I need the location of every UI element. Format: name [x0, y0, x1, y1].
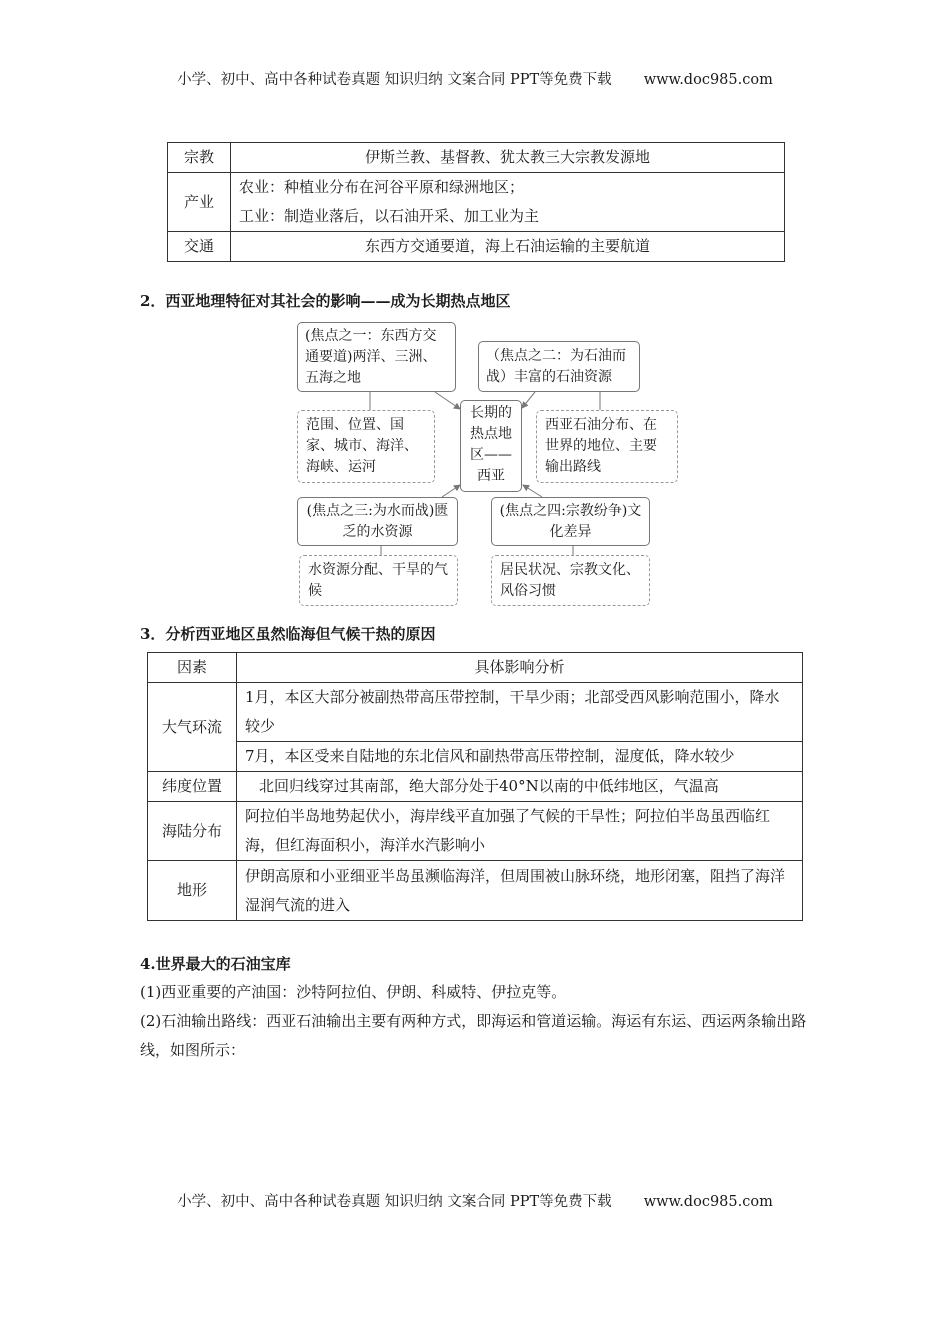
paragraph-oil-routes: (2)石油输出路线：西亚石油输出主要有两种方式，即海运和管道运输。海运有东运、西运两条输出路线，如图所示： [140, 1012, 807, 1059]
detail-1-box: 范围、位置、国家、城市、海洋、海峡、运河 [297, 410, 435, 483]
focus-4-box: (焦点之四:宗教纷争)文化差异 [491, 497, 650, 546]
footer-site: www.doc985.com [643, 1194, 773, 1210]
analysis-cell: 1月，本区大部分被副热带高压带控制，干旱少雨；北部受西风影响范围小，降水较少 [237, 683, 803, 742]
analysis-cell: 阿拉伯半岛地势起伏小，海岸线平直加强了气候的干旱性；阿拉伯半岛虽西临红海，但红海面积小，海洋水汽影响小 [237, 802, 803, 861]
cell-label: 交通 [168, 232, 231, 262]
factor-cell: 地形 [148, 861, 237, 921]
detail-2-box: 西亚石油分布、在世界的地位、主要输出路线 [536, 410, 678, 483]
section-4-title: 4.世界最大的石油宝库 [140, 955, 291, 973]
cell-line: 农业：种植业分布在河谷平原和绿洲地区； [239, 178, 525, 196]
cell-line: 工业：制造业落后，以石油开采、加工业为主 [239, 207, 540, 225]
analysis-cell: 7月，本区受来自陆地的东北信风和副热带高压带控制，湿度低，降水较少 [237, 742, 803, 772]
section-3-title: 3．分析西亚地区虽然临海但气候干热的原因 [140, 625, 436, 643]
cell-label: 产业 [168, 173, 231, 232]
detail-4-box: 居民状况、宗教文化、风俗习惯 [491, 555, 650, 606]
header-text: 小学、初中、高中各种试卷真题 知识归纳 文案合同 PPT等免费下载 [177, 72, 612, 88]
paragraph-oil-countries: (1)西亚重要的产油国：沙特阿拉伯、伊朗、科威特、伊拉克等。 [140, 983, 567, 1001]
section-2-title: 2．西亚地理特征对其社会的影响——成为长期热点地区 [140, 292, 511, 310]
factor-cell: 海陆分布 [148, 802, 237, 861]
analysis-cell: 伊朗高原和小亚细亚半岛虽濒临海洋，但周围被山脉环绕，地形闭塞，阻挡了海洋湿润气流的进入 [237, 861, 803, 921]
cell-value: 东西方交通要道，海上石油运输的主要航道 [231, 232, 785, 262]
header-analysis: 具体影响分析 [237, 653, 803, 683]
focus-3-box: (焦点之三:为水而战)匮乏的水资源 [297, 497, 458, 546]
factor-cell: 大气环流 [148, 683, 237, 772]
center-box: 长期的热点地区——西亚 [460, 400, 522, 492]
analysis-cell: 北回归线穿过其南部，绝大部分处于40°N以南的中低纬地区，气温高 [237, 772, 803, 802]
focus-2-box: （焦点之二：为石油而战）丰富的石油资源 [478, 341, 640, 392]
table-climate-factors [147, 652, 803, 921]
cell-label: 宗教 [168, 143, 231, 173]
detail-3-box: 水资源分配、干旱的气候 [299, 555, 458, 606]
cell-value: 伊斯兰教、基督教、犹太教三大宗教发源地 [231, 143, 785, 173]
focus-1-box: (焦点之一：东西方交通要道)两洋、三洲、五海之地 [297, 322, 456, 392]
header-site: www.doc985.com [643, 72, 773, 88]
page-footer [0, 1190, 950, 1211]
factor-cell: 纬度位置 [148, 772, 237, 802]
footer-text: 小学、初中、高中各种试卷真题 知识归纳 文案合同 PPT等免费下载 [177, 1194, 612, 1210]
header-factor: 因素 [148, 653, 237, 683]
